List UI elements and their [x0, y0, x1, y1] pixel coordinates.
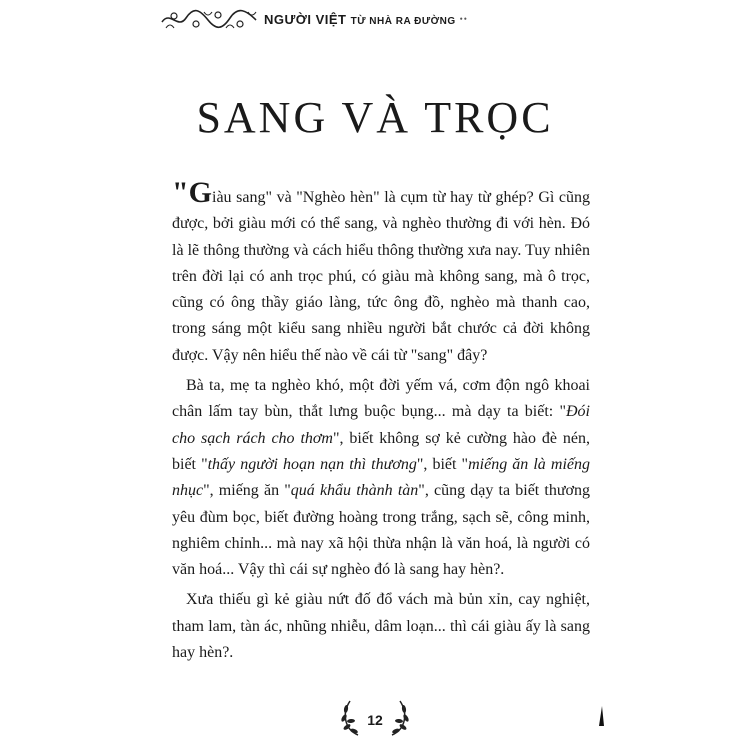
text-run: ", biết không sợ kẻ cường hào đè nén, biết " [172, 429, 590, 473]
text-run: iàu sang" và "Nghèo hèn" là cụm từ hay từ ghép? Gì cũng được, bởi giàu mới có thể sang, và nghèo thường đi với hèn. Đó là lẽ thông thường và cách hiểu thông thường xưa nay. Tuy nhiên trên đời lại có anh trọc phú, có giàu mà không sang, mà ô trọc, cũng có ông thầy giáo làng, tức ông đồ, nghèo mà thanh cao, trong sáng một kiểu sang nhiều người bắt chước cả đời không được. Vậy nên hiểu thế nào về cái từ "sang" đây? [172, 189, 590, 364]
italic-quote: thấy người hoạn nạn thì thương [207, 455, 417, 473]
text-run: Xưa thiếu gì kẻ giàu nứt đố đổ vách mà bủn xỉn, cay nghiệt, tham lam, tàn ác, nhũng nhiễu, dâm loạn... thì cái giàu ấy là sang hay hèn?. [172, 591, 590, 662]
floral-ornament-icon [160, 4, 260, 34]
body-text [172, 176, 591, 670]
page-footer [330, 697, 420, 739]
header-title [264, 12, 456, 27]
text-run: ", miếng ăn " [203, 482, 291, 500]
paragraph [172, 587, 590, 666]
text-run: Bà ta, mẹ ta nghèo khó, một đời yếm vá, cơm độn ngô khoai chân lấm tay bùn, thắt lưng buộc bụng... mà dạy ta biết: " [172, 377, 590, 421]
drop-cap: "G [172, 176, 212, 209]
paragraph [172, 373, 590, 583]
header-dots: •• [459, 14, 468, 24]
header-brand: NGƯỜI VIỆT [264, 11, 347, 27]
page-number: 12 [367, 712, 383, 728]
running-header [160, 4, 500, 34]
text-run: ", biết " [416, 455, 469, 473]
paragraph [172, 176, 590, 369]
header-subtitle: TỪ NHÀ RA ĐƯỜNG [350, 15, 456, 27]
chapter-title: SANG VÀ TRỌC [196, 93, 554, 142]
italic-quote: miếng ăn là miếng nhục [172, 455, 590, 500]
corner-mark-icon [599, 706, 605, 726]
italic-quote: Đói cho sạch rách cho thơm [172, 403, 590, 447]
italic-quote: quá khẩu thành tàn [290, 482, 419, 500]
text-run: ", cũng dạy ta biết thương yêu đùm bọc, biết đường hoàng trong trắng, sạch sẽ, công minh, nghiêm chỉnh... mà nay xã hội thừa nhận là văn hoá, là người có văn hoá... Vậy thì cái sự nghèo đó là sang hay hèn?. [172, 482, 591, 579]
